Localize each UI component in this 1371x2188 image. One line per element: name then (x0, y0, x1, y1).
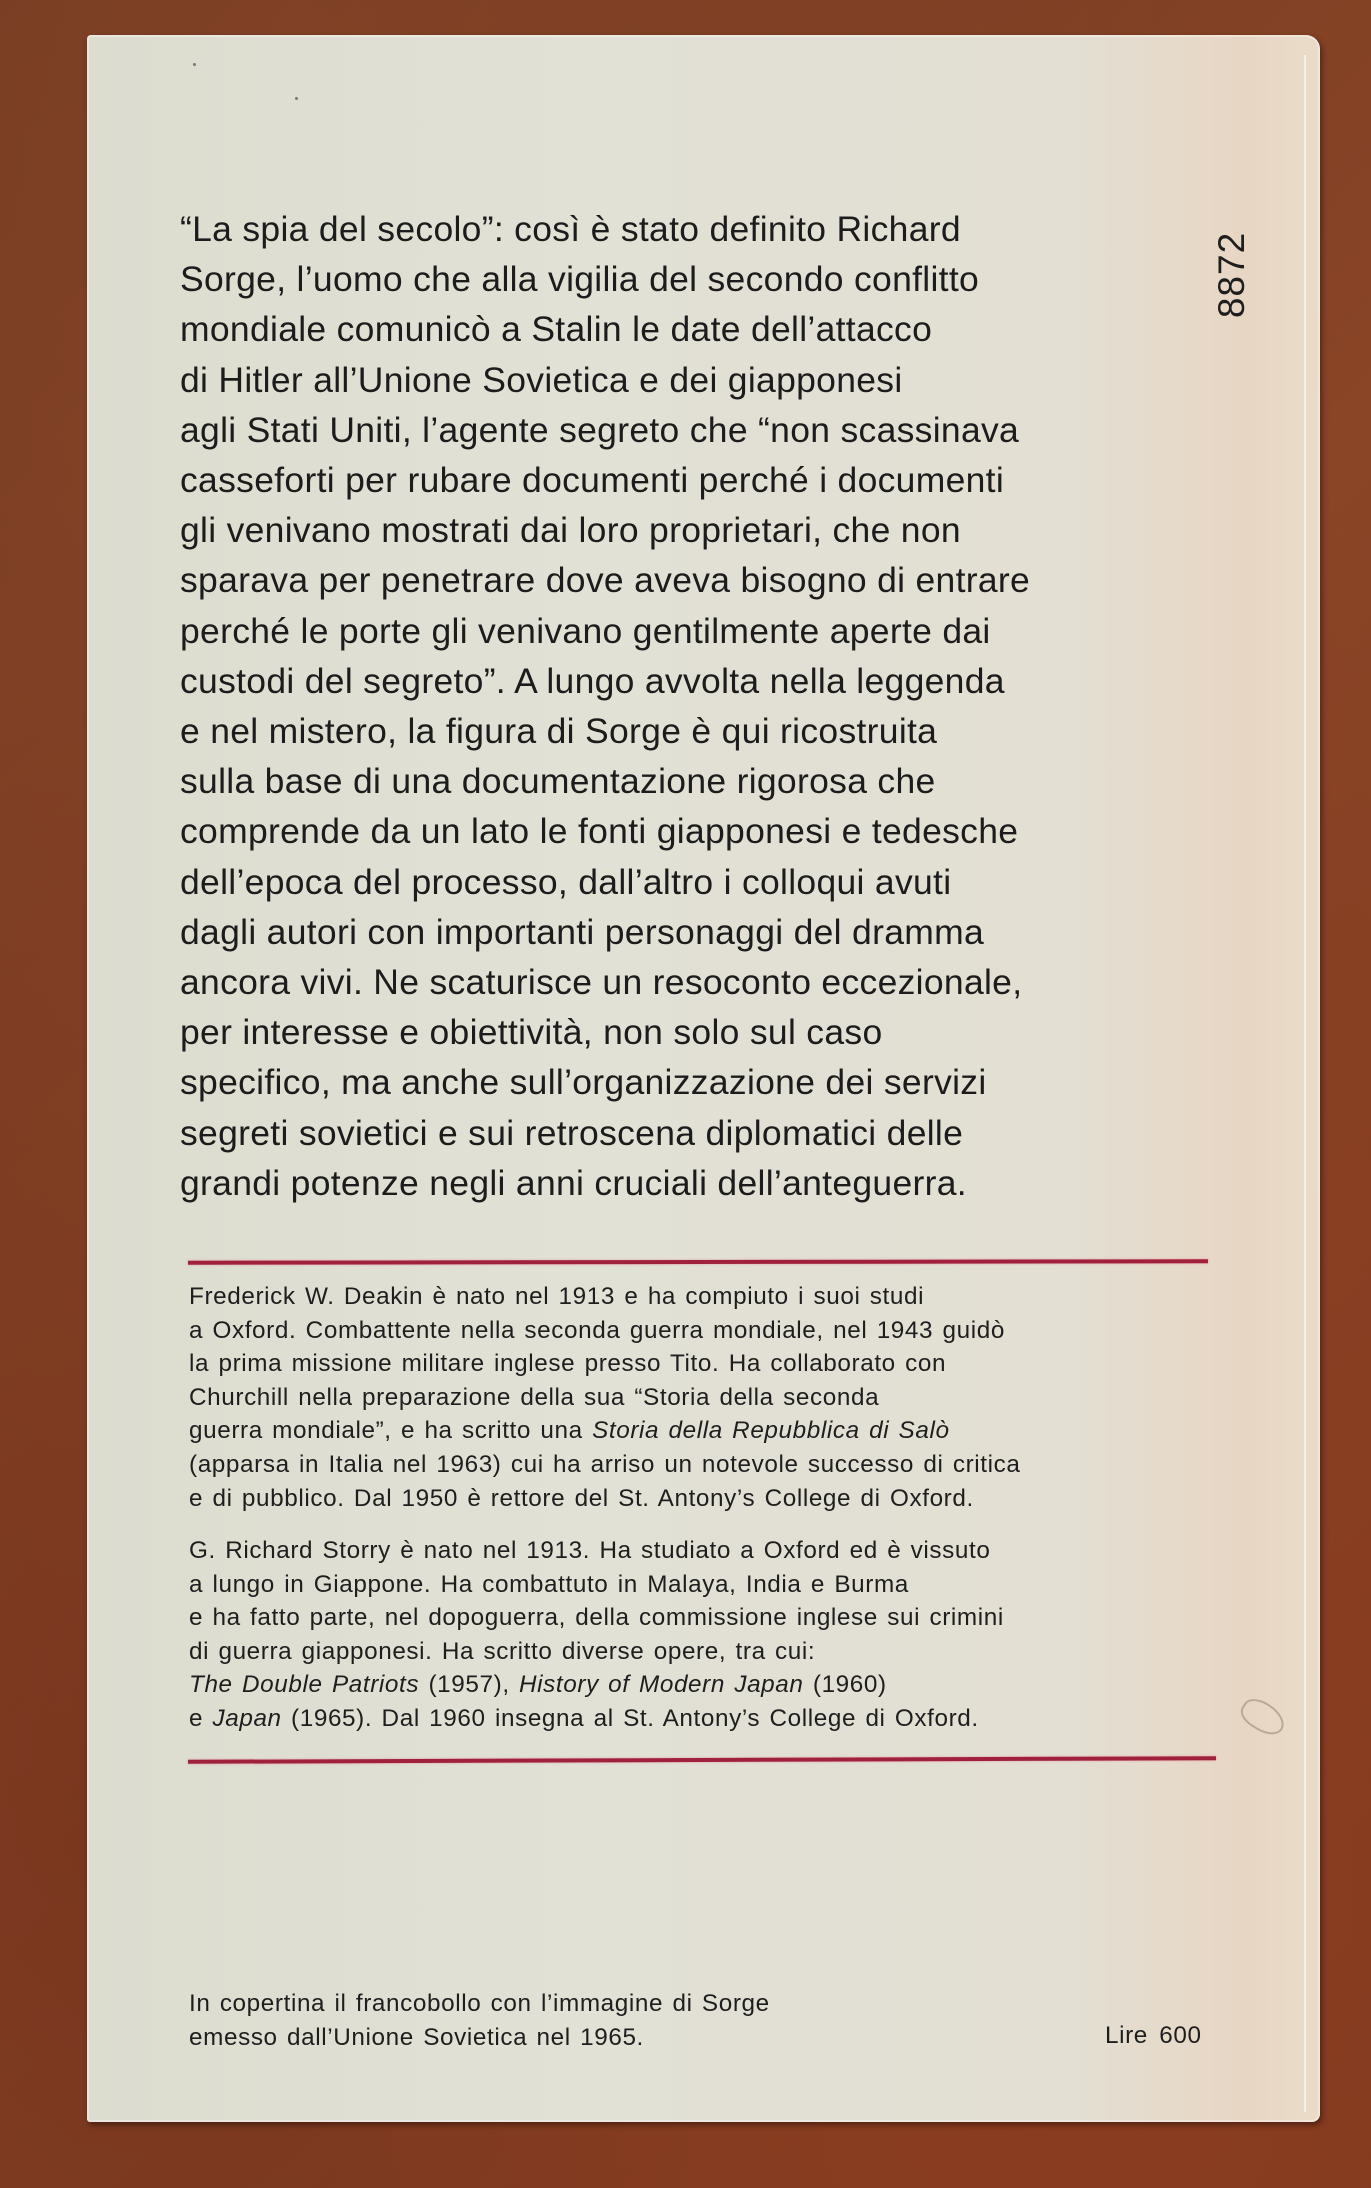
description-line: ancora vivi. Ne scaturisce un resoconto eccezionale, (180, 962, 1023, 1003)
serial-number-text: 8872 (1211, 231, 1252, 319)
description-line: casseforti per rubare documenti perché i documenti (180, 460, 1005, 501)
description-line: gli venivano mostrati dai loro proprietari, che non (180, 510, 961, 551)
book-title-italic: History of Modern Japan (519, 1671, 804, 1699)
book-title-italic: Japan (212, 1704, 282, 1732)
bio-text: (1957), (419, 1671, 520, 1699)
paper-speck (295, 97, 298, 100)
description-line: di Hitler all’Unione Sovietica e dei giapponesi (180, 359, 903, 400)
description-line: comprende da un lato le fonti giapponesi e tedesche (180, 811, 1019, 852)
book-title-italic: The Double Patriots (189, 1671, 420, 1699)
description-line: perché le porte gli venivano gentilmente aperte dai (180, 610, 991, 651)
description-line: “La spia del secolo”: così è stato definito Richard (180, 209, 961, 249)
description-line: agli Stati Uniti, l’agente segreto che “non scassinava (180, 409, 1020, 450)
bio-line: a Oxford. Combattente nella seconda guerra mondiale, nel 1943 guidò (189, 1316, 1005, 1344)
author-bio-deakin (189, 1280, 1249, 1515)
bio-text: guerra mondiale”, e ha scritto una (189, 1417, 593, 1445)
bio-line: (apparsa in Italia nel 1963) cui ha arriso un notevole successo di critica (189, 1450, 1021, 1478)
bio-line: di guerra giapponesi. Ha scritto diverse opere, tra cui: (189, 1637, 816, 1665)
description-line: mondiale comunicò a Stalin le date dell’attacco (180, 309, 933, 350)
description-line: dagli autori con importanti personaggi del dramma (180, 911, 985, 952)
bio-line (189, 1414, 1249, 1448)
description-line: sulla base di una documentazione rigorosa che (180, 761, 936, 802)
bio-text: e (189, 1704, 213, 1732)
bio-line: e ha fatto parte, nel dopoguerra, della commissione inglese sui crimini (189, 1604, 1004, 1632)
price-label: Lire 600 (1105, 2022, 1202, 2049)
description-line: custodi del segreto”. A lungo avvolta nella leggenda (180, 660, 1005, 701)
book-title-italic: Storia della Repubblica di Salò (592, 1417, 950, 1445)
bio-line (189, 1668, 1249, 1702)
description-line: per interesse e obiettività, non solo sul caso (180, 1012, 883, 1053)
bio-line: Frederick W. Deakin è nato nel 1913 e ha compiuto i suoi studi (189, 1283, 925, 1310)
bio-line (189, 1702, 1249, 1736)
cover-note-line: emesso dall’Unione Sovietica nel 1965. (189, 2024, 644, 2051)
description-line: specifico, ma anche sull’organizzazione dei servizi (180, 1062, 987, 1103)
paper-speck (193, 63, 196, 66)
description-line: segreti sovietici e sui retroscena diplomatici delle (180, 1112, 964, 1153)
author-bio-storry (189, 1534, 1249, 1736)
bio-line: la prima missione militare inglese presso Tito. Ha collaborato con (189, 1350, 947, 1378)
bio-line: G. Richard Storry è nato nel 1913. Ha studiato a Oxford ed è vissuto (189, 1537, 991, 1564)
description-paragraph (180, 204, 1220, 1208)
bio-line: Churchill nella preparazione della sua “Storia della seconda (189, 1383, 880, 1411)
bio-line: e di pubblico. Dal 1950 è rettore del St. Antony’s College di Oxford. (189, 1484, 974, 1512)
description-line: dell’epoca del processo, dall’altro i colloqui avuti (180, 861, 952, 902)
bio-text: (1965). Dal 1960 insegna al St. Antony’s College di Oxford. (281, 1704, 979, 1732)
cover-note (189, 1987, 1089, 2055)
bio-line: a lungo in Giappone. Ha combattuto in Malaya, India e Burma (189, 1570, 909, 1598)
description-line: e nel mistero, la figura di Sorge è qui ricostruita (180, 711, 938, 752)
cover-note-line: In copertina il francobollo con l’immagine di Sorge (189, 1990, 770, 2017)
description-line: Sorge, l’uomo che alla vigilia del secondo conflitto (180, 259, 980, 300)
description-line: sparava per penetrare dove aveva bisogno di entrare (180, 560, 1031, 601)
bio-text: (1960) (803, 1671, 887, 1699)
description-line: grandi potenze negli anni cruciali dell’anteguerra. (180, 1162, 967, 1203)
